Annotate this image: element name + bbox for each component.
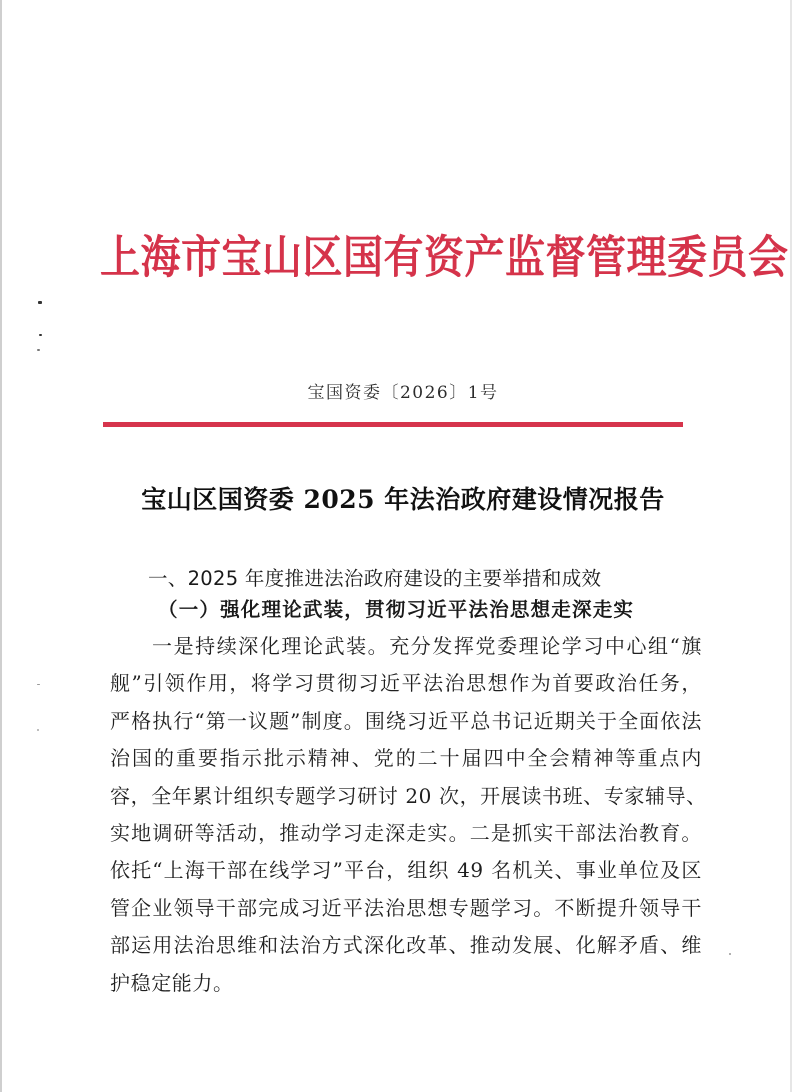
scan-speck (37, 684, 40, 685)
scan-speck (37, 729, 39, 731)
section-heading: 一、2025 年度推进法治政府建设的主要举措和成效 (148, 567, 602, 590)
body-line: 管企业领导干部完成习近平法治思想专题学习。不断提升领导干 (110, 895, 702, 920)
body-line: 一是持续深化理论武装。充分发挥党委理论学习中心组“旗 (152, 634, 702, 658)
body-line: 严格执行“第一议题”制度。围绕习近平总书记近期关于全面依法 (110, 708, 702, 733)
body-line: 治国的重要指示批示精神、党的二十届四中全会精神等重点内 (110, 746, 702, 771)
document-number: 宝国资委〔2026〕1号 (307, 383, 499, 403)
body-line: 容，全年累计组织专题学习研讨 20 次，开展读书班、专家辅导、 (110, 783, 707, 808)
scan-speck (39, 334, 42, 336)
scan-speck (729, 953, 731, 955)
body-line: 实地调研等活动，推动学习走深走实。二是抓实干部法治教育。 (110, 820, 702, 845)
body-line: 部运用法治思维和法治方式深化改革、推动发展、化解矛盾、维 (110, 933, 702, 958)
scan-speck (37, 349, 40, 351)
issuing-organization-title: 上海市宝山区国有资产监督管理委员会 (100, 230, 789, 284)
body-line: 依托“上海干部在线学习”平台，组织 49 名机关、事业单位及区 (110, 858, 702, 883)
report-title: 宝山区国资委 2025 年法治政府建设情况报告 (141, 485, 665, 514)
scan-edge-left (0, 0, 2, 1092)
body-line: 舰”引领作用，将学习贯彻习近平法治思想作为首要政治任务， (110, 671, 702, 696)
body-paragraph (110, 628, 707, 1002)
body-line: 护稳定能力。 (110, 970, 234, 995)
red-divider-rule (103, 422, 683, 427)
scan-speck (38, 301, 42, 304)
subsection-heading: （一）强化理论武装，贯彻习近平法治思想走深走实 (158, 598, 635, 621)
